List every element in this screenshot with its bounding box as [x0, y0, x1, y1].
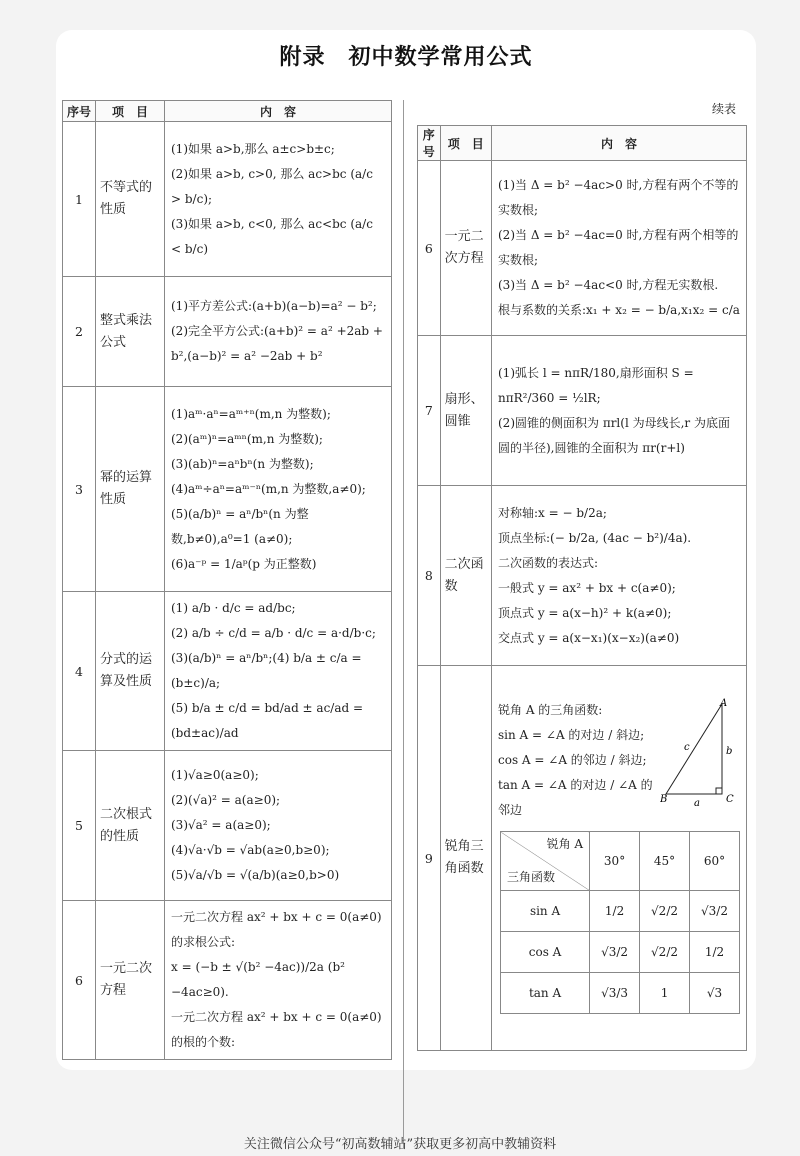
row-number: 8: [418, 486, 441, 666]
row-content: [165, 387, 392, 592]
formula-line: (2)如果 a>b, c>0, 那么 ac>bc (a/c > b/c);: [171, 166, 373, 206]
special-angle-table: [500, 831, 740, 1014]
header-item: 项 目: [96, 101, 165, 122]
trig-row: [501, 891, 740, 932]
formula-line: (2)圆锥的侧面积为 πrl(l 为母线长,r 为底面圆的半径),圆锥的全面积为 πr(r+l): [498, 415, 730, 455]
trig-row: [501, 932, 740, 973]
trig-fn-name: tan A: [501, 973, 590, 1014]
table-row: [63, 277, 392, 387]
formula-line: (5) b/a ± c/d = bd/ad ± ac/ad = (bd±ac)/ad: [171, 701, 364, 740]
table-row: [418, 486, 747, 666]
row-content: [165, 122, 392, 277]
trig-value: √2/2: [640, 891, 690, 932]
formula-line: (1)√a≥0(a≥0);: [171, 768, 259, 782]
right-triangle-diagram: [660, 698, 740, 808]
row-content: [165, 751, 392, 901]
formula-line: 二次函数的表达式:: [498, 555, 599, 570]
trig-row: [501, 973, 740, 1014]
trig-fn-name: cos A: [501, 932, 590, 973]
formula-line: 一元二次方程 ax² + bx + c = 0(a≠0)的求根公式:: [171, 910, 382, 949]
formula-line: (4)aᵐ÷aⁿ=aᵐ⁻ⁿ(m,n 为整数,a≠0);: [171, 481, 366, 496]
formula-line: (3)当 Δ = b² −4ac<0 时,方程无实数根.: [498, 278, 719, 292]
row-content: [165, 901, 392, 1060]
table-row: [63, 901, 392, 1060]
row-number: 1: [63, 122, 96, 277]
row-item: 锐角三角函数: [440, 666, 491, 1051]
table-header-row: [418, 126, 747, 161]
trig-value: 1/2: [590, 891, 640, 932]
trig-angle-header: 30°: [590, 832, 640, 891]
header-item: 项 目: [440, 126, 491, 161]
triangle-shape: [666, 704, 722, 794]
table-row: [63, 592, 392, 751]
row-content: [492, 161, 747, 336]
formula-line: (5)√a/√b = √(a/b)(a≥0,b>0): [171, 868, 340, 882]
header-num: 序号: [418, 126, 441, 161]
triangle-label-C: C: [726, 794, 734, 805]
footer-note: 关注微信公众号“初高数辅站”获取更多初高中教辅资料: [243, 1137, 557, 1152]
row-item: 扇形、圆锥: [440, 336, 491, 486]
right-angle-mark: [716, 788, 722, 794]
row-item: 幂的运算性质: [96, 387, 165, 592]
formula-line: (4)√a·√b = √ab(a≥0,b≥0);: [171, 843, 330, 857]
row-content: [165, 277, 392, 387]
row-content: [165, 592, 392, 751]
formula-line: cos A = ∠A 的邻边 / 斜边;: [498, 753, 647, 767]
row-number: 2: [63, 277, 96, 387]
formula-line: 根与系数的关系:x₁ + x₂ = − b/a,x₁x₂ = c/a: [498, 303, 740, 317]
row-item: 一元二次方程: [440, 161, 491, 336]
formula-line: (2)(√a)² = a(a≥0);: [171, 793, 281, 807]
row-content: [492, 666, 747, 1051]
row-item: 分式的运算及性质: [96, 592, 165, 751]
row-number: 7: [418, 336, 441, 486]
triangle-label-A: A: [720, 698, 728, 709]
formula-table-left: [62, 100, 392, 1060]
formula-line: (2)(aᵐ)ⁿ=aᵐⁿ(m,n 为整数);: [171, 431, 323, 446]
row-content: [492, 336, 747, 486]
table-row: [418, 666, 747, 1051]
table-row: [63, 387, 392, 592]
trig-definitions: [498, 698, 740, 823]
trig-value: √3: [690, 973, 740, 1014]
formula-line: (3)如果 a>b, c<0, 那么 ac<bc (a/c < b/c): [171, 216, 373, 256]
formula-line: 对称轴:x = − b/2a;: [498, 505, 607, 520]
trig-value: 1: [640, 973, 690, 1014]
formula-line: (2) a/b ÷ c/d = a/b · d/c = a·d/b·c;: [171, 626, 376, 640]
trig-value: √2/2: [640, 932, 690, 973]
formula-line: tan A = ∠A 的对边 / ∠A 的邻边: [498, 778, 653, 817]
row-item: 二次函数: [440, 486, 491, 666]
row-item: 不等式的性质: [96, 122, 165, 277]
table-row: [63, 122, 392, 277]
formula-line: 一元二次方程 ax² + bx + c = 0(a≠0)的根的个数:: [171, 1010, 382, 1049]
row-number: 9: [418, 666, 441, 1051]
formula-line: (1)如果 a>b,那么 a±c>b±c;: [171, 141, 335, 156]
row-number: 5: [63, 751, 96, 901]
formula-line: (3)(ab)ⁿ=aⁿbⁿ(n 为整数);: [171, 456, 314, 471]
continued-label: 续表: [712, 102, 737, 116]
trig-header-row: [501, 832, 740, 891]
trig-value: √3/2: [590, 932, 640, 973]
formula-line: x = (−b ± √(b² −4ac))/2a (b² −4ac≥0).: [171, 960, 345, 999]
triangle-label-B: B: [660, 794, 668, 805]
header-num: 序号: [63, 101, 96, 122]
formula-line: (3)(a/b)ⁿ = aⁿ/bⁿ;(4) b/a ± c/a = (b±c)/a;: [171, 651, 362, 690]
table-row: [418, 336, 747, 486]
formula-line: (6)a⁻ᵖ = 1/aᵖ(p 为正整数): [171, 556, 317, 571]
trig-value: √3/3: [590, 973, 640, 1014]
row-item: 一元二次方程: [96, 901, 165, 1060]
table-row: [63, 751, 392, 901]
formula-line: 顶点坐标:(− b/2a, (4ac − b²)/4a).: [498, 530, 692, 545]
page-title: 附录 初中数学常用公式: [279, 45, 533, 70]
table-header-row: [63, 101, 392, 122]
triangle-label-a: a: [694, 798, 700, 808]
formula-line: (1) a/b · d/c = ad/bc;: [171, 601, 296, 615]
row-number: 3: [63, 387, 96, 592]
formula-line: (5)(a/b)ⁿ = aⁿ/bⁿ(n 为整数,b≠0),a⁰=1 (a≠0);: [171, 506, 309, 546]
header-content: 内 容: [492, 126, 747, 161]
row-item: 整式乘法公式: [96, 277, 165, 387]
formula-line: 顶点式 y = a(x−h)² + k(a≠0);: [498, 605, 672, 620]
row-content: [492, 486, 747, 666]
trig-corner-cell: [501, 832, 590, 891]
header-content: 内 容: [165, 101, 392, 122]
formula-line: (2)完全平方公式:(a+b)² = a² +2ab + b²,(a−b)² = a² −2ab + b²: [171, 324, 383, 363]
row-number: 4: [63, 592, 96, 751]
trig-angle-header: 60°: [690, 832, 740, 891]
formula-line: (1)aᵐ·aⁿ=aᵐ⁺ⁿ(m,n 为整数);: [171, 406, 331, 421]
formula-line: 交点式 y = a(x−x₁)(x−x₂)(a≠0): [498, 630, 680, 645]
formula-line: (3)√a² = a(a≥0);: [171, 818, 271, 832]
formula-table-right: [417, 125, 747, 1051]
trig-value: √3/2: [690, 891, 740, 932]
trig-fn-name: sin A: [501, 891, 590, 932]
trig-corner-top: 锐角 A: [546, 837, 584, 851]
triangle-label-b: b: [726, 746, 733, 757]
table-row: [418, 161, 747, 336]
row-number: 6: [418, 161, 441, 336]
formula-line: (1)弧长 l = nπR/180,扇形面积 S = nπR²/360 = ½lR;: [498, 365, 694, 405]
formula-line: (1)平方差公式:(a+b)(a−b)=a² − b²;: [171, 299, 377, 313]
trig-corner-bottom: 三角函数: [507, 870, 556, 884]
column-divider: [403, 100, 404, 1148]
formula-line: 一般式 y = ax² + bx + c(a≠0);: [498, 580, 676, 595]
trig-angle-header: 45°: [640, 832, 690, 891]
row-item: 二次根式的性质: [96, 751, 165, 901]
row-number: 6: [63, 901, 96, 1060]
formula-line: sin A = ∠A 的对边 / 斜边;: [498, 728, 645, 742]
trig-value: 1/2: [690, 932, 740, 973]
triangle-label-c: c: [684, 742, 690, 753]
formula-line: 锐角 A 的三角函数:: [498, 703, 603, 717]
formula-line: (1)当 Δ = b² −4ac>0 时,方程有两个不等的实数根;: [498, 178, 739, 217]
formula-line: (2)当 Δ = b² −4ac=0 时,方程有两个相等的实数根;: [498, 228, 739, 267]
